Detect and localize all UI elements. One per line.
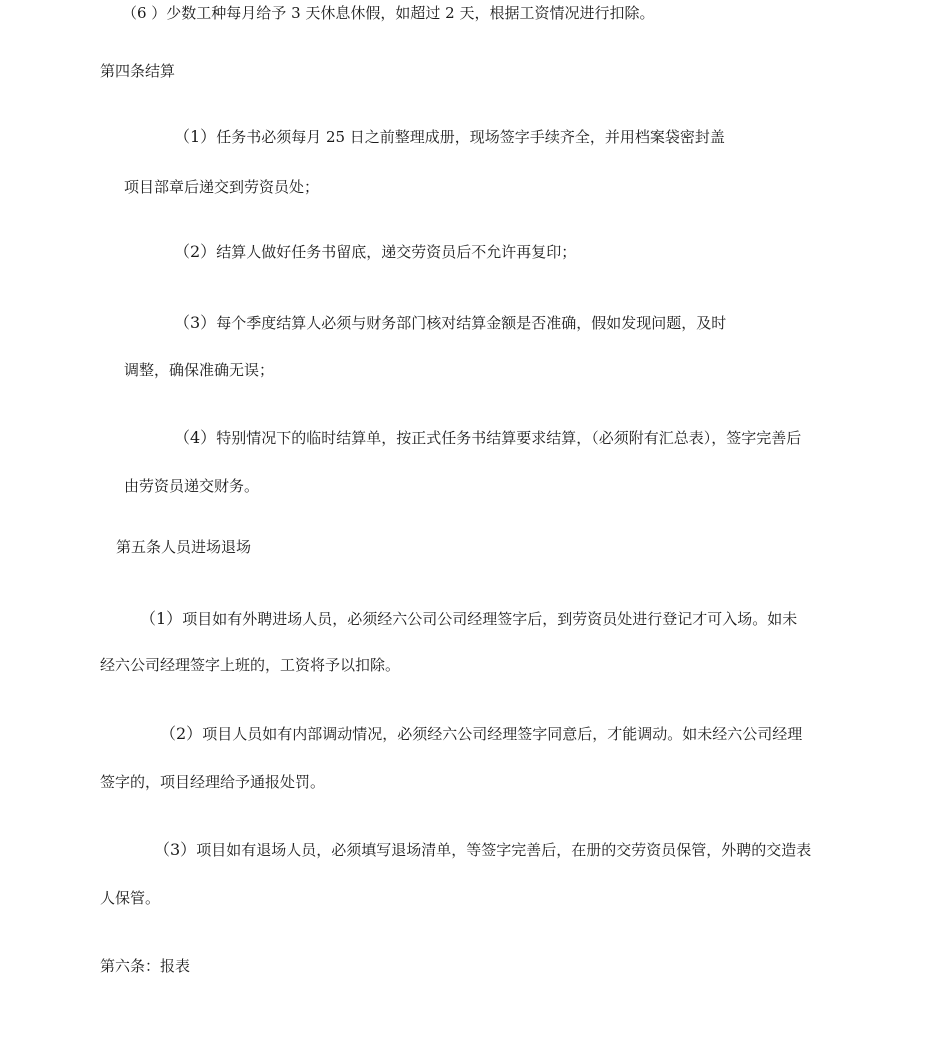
settlement-item-1-line-1 bbox=[174, 127, 725, 147]
settlement-item-1-line-2: 项目部章后递交到劳资员处； bbox=[124, 178, 320, 196]
item-number: （3） bbox=[154, 840, 197, 859]
clause-6-rest-days: （6 ）少数工种每月给予 3 天休息休假，如超过 2 天，根据工资情况进行扣除。 bbox=[122, 4, 655, 22]
item-text: 特别情况下的临时结算单，按正式任务书结算要求结算，（必须附有汇总表），签字完善后 bbox=[216, 429, 802, 447]
settlement-item-3-line-1 bbox=[174, 313, 726, 333]
item-number: （3） bbox=[174, 313, 217, 332]
settlement-item-2 bbox=[174, 242, 576, 262]
article-4-heading: 第四条结算 bbox=[100, 62, 176, 80]
personnel-item-3-line-1 bbox=[154, 840, 811, 860]
item-number: （1） bbox=[174, 127, 217, 146]
personnel-item-2-line-2: 签字的，项目经理给予通报处罚。 bbox=[100, 773, 326, 791]
item-number: （2） bbox=[160, 724, 203, 743]
settlement-item-4-line-2: 由劳资员递交财务。 bbox=[124, 477, 260, 495]
personnel-item-3-line-2: 人保管。 bbox=[100, 889, 161, 907]
item-text: 项目人员如有内部调动情况，必须经六公司经理签字同意后，才能调动。如未经六公司经理 bbox=[202, 725, 803, 743]
item-number: （2） bbox=[174, 242, 217, 261]
item-text: 结算人做好任务书留底，递交劳资员后不允许再复印； bbox=[216, 243, 577, 261]
personnel-item-1-line-2: 经六公司经理签字上班的，工资将予以扣除。 bbox=[100, 656, 401, 674]
settlement-item-3-line-2: 调整，确保准确无误； bbox=[124, 361, 275, 379]
item-text: 项目如有退场人员，必须填写退场清单，等签字完善后，在册的交劳资员保管，外聘的交造表 bbox=[196, 841, 812, 859]
personnel-item-2-line-1 bbox=[160, 724, 802, 744]
item-number: （1） bbox=[140, 609, 183, 628]
personnel-item-1-line-1 bbox=[140, 609, 797, 629]
item-text: 任务书必须每月 25 日之前整理成册，现场签字手续齐全，并用档案袋密封盖 bbox=[216, 128, 725, 146]
article-6-heading: 第六条：报表 bbox=[100, 957, 191, 975]
item-text: 项目如有外聘进场人员，必须经六公司公司经理签字后，到劳资员处进行登记才可入场。如未 bbox=[182, 610, 798, 628]
item-text: 每个季度结算人必须与财务部门核对结算金额是否准确，假如发现问题，及时 bbox=[216, 314, 727, 332]
article-5-heading: 第五条人员进场退场 bbox=[116, 538, 252, 556]
item-number: （4） bbox=[174, 428, 217, 447]
settlement-item-4-line-1 bbox=[174, 428, 801, 448]
